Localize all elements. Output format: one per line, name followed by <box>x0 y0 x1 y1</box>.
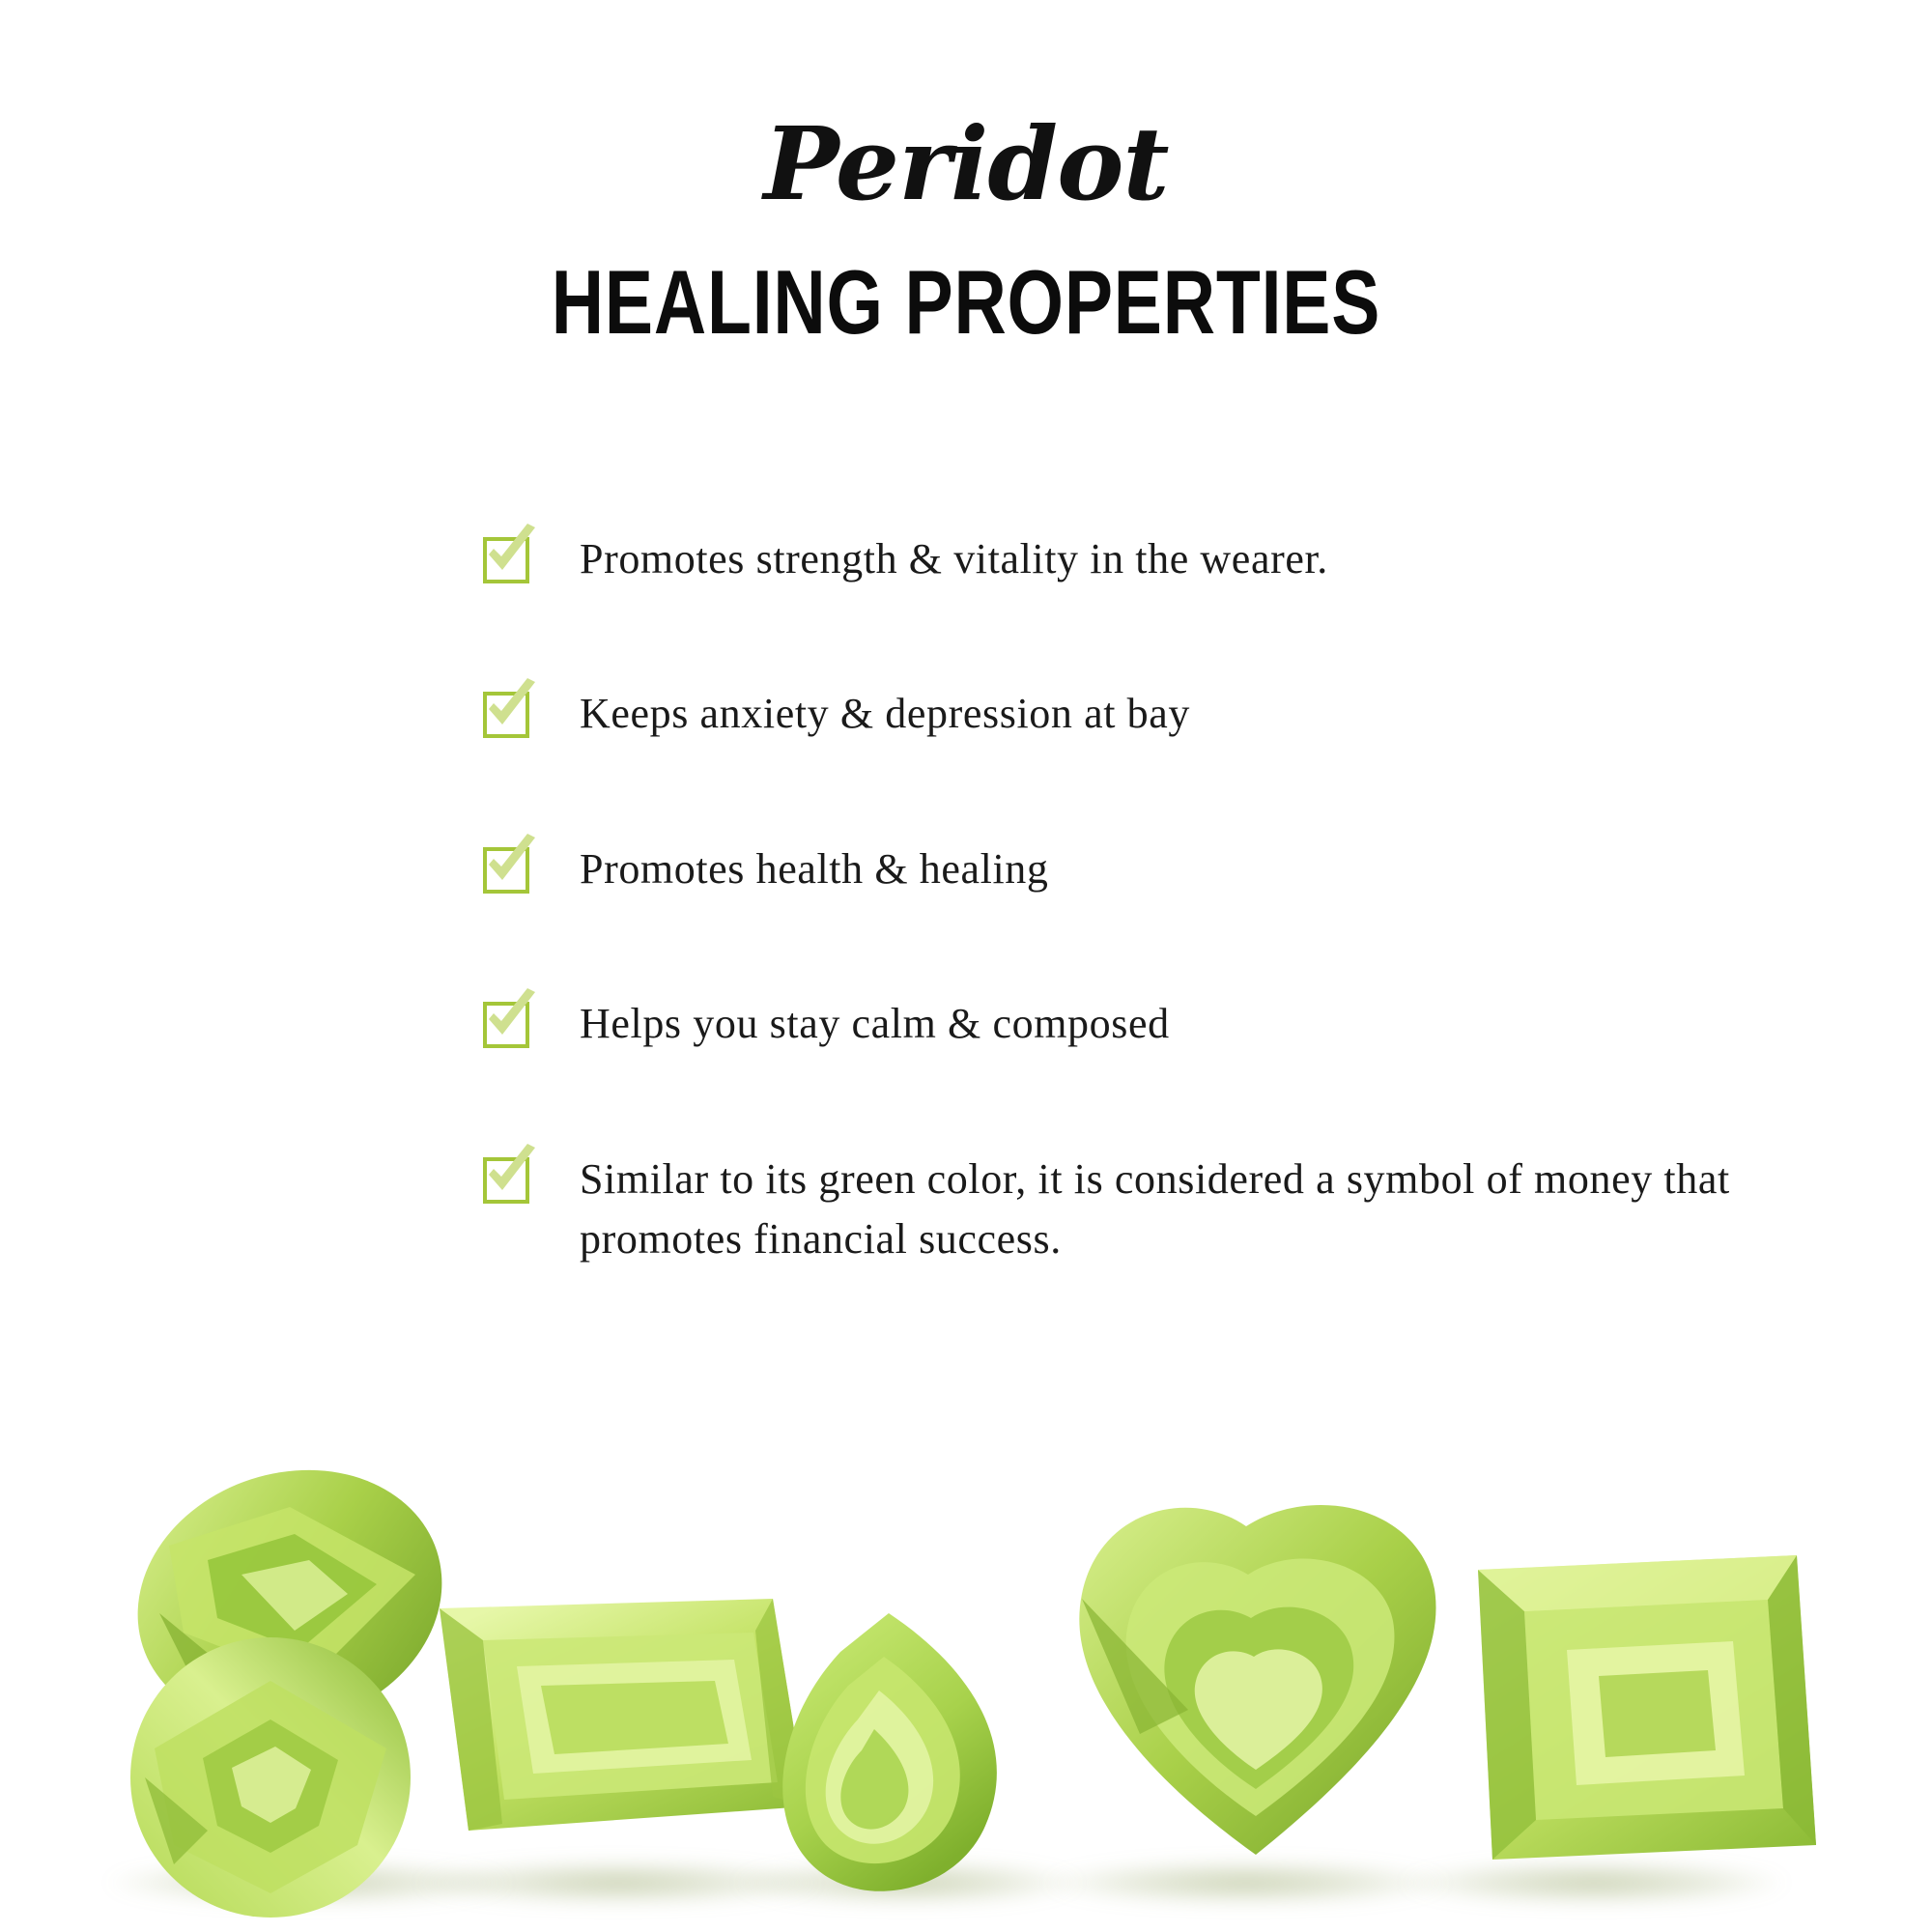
checkbox-checked-icon <box>483 847 529 894</box>
gem-pear-cut <box>782 1613 997 1891</box>
list-item-label: Promotes health & healing <box>580 844 1049 893</box>
list-item-label: Promotes strength & vitality in the wearer. <box>580 535 1328 582</box>
checkbox-checked-icon <box>483 1157 529 1204</box>
list-item <box>483 529 1816 589</box>
page-title-script: Peridot <box>763 104 1169 223</box>
checkbox-checked-icon <box>483 537 529 583</box>
list-item <box>483 1150 1816 1270</box>
list-item <box>483 839 1816 899</box>
list-item <box>483 684 1816 744</box>
peridot-gemstones-image <box>0 1391 1932 1932</box>
list-item-label: Similar to its green color, it is considered a symbol of money that promotes financial success. <box>580 1154 1730 1264</box>
list-item-label: Helps you stay calm & composed <box>580 1000 1170 1048</box>
gem-emerald-cut <box>440 1599 807 1831</box>
page-title-main: HEALING PROPERTIES <box>551 251 1381 353</box>
healing-properties-list <box>483 529 1816 1270</box>
page-header <box>0 0 1932 353</box>
checkbox-checked-icon <box>483 692 529 738</box>
gem-heart-cut <box>1079 1505 1435 1855</box>
gem-round-cut <box>130 1637 411 1918</box>
gem-square-cut <box>1478 1555 1816 1860</box>
list-item <box>483 994 1816 1054</box>
list-item-label: Keeps anxiety & depression at bay <box>580 690 1190 738</box>
checkbox-checked-icon <box>483 1002 529 1048</box>
